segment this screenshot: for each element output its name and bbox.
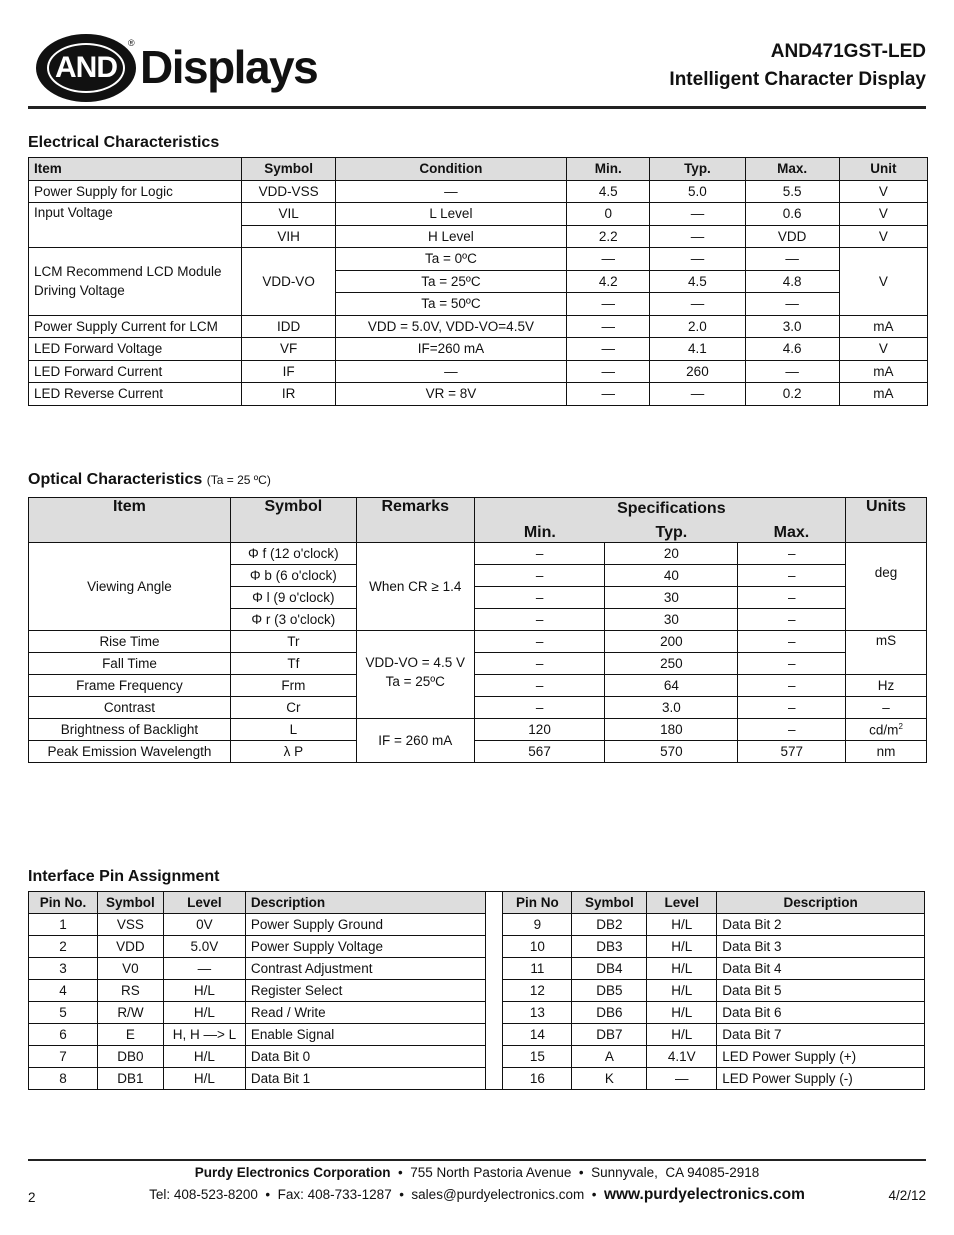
cell: 5.0V [163, 936, 245, 958]
cell: – [474, 565, 605, 587]
cell: V [839, 180, 927, 203]
cell: H/L [163, 980, 245, 1002]
cell: — [567, 293, 650, 316]
cell: – [738, 653, 846, 675]
product-name: Intelligent Character Display [669, 69, 926, 90]
col-header: Level [647, 892, 717, 914]
unit-text: cd/m [869, 722, 899, 738]
cell: 3.0 [605, 697, 738, 719]
cell: 10 [503, 936, 572, 958]
col-header: Specifications [605, 498, 738, 521]
cell: – [738, 719, 846, 741]
cell: DB5 [572, 980, 647, 1002]
cell: 0.2 [745, 383, 839, 406]
cell: Frame Frequency [29, 675, 231, 697]
page-number: 2 [28, 1190, 36, 1205]
cell: 13 [503, 1002, 572, 1024]
cell: — [567, 248, 650, 271]
col-header: Typ. [605, 520, 738, 543]
logo-mark-text: AND [47, 43, 125, 93]
cell: E [97, 1024, 163, 1046]
cell: LED Power Supply (+) [717, 1046, 925, 1068]
company-address: • 755 North Pastoria Avenue • Sunnyvale, CA 94085-2918 [390, 1165, 760, 1180]
logo-wordmark: Displays [140, 41, 318, 93]
cell: 180 [605, 719, 738, 741]
cell: Peak Emission Wavelength [29, 741, 231, 763]
table-header-row [29, 892, 925, 914]
cell: H/L [647, 936, 717, 958]
column-gap [486, 892, 503, 1090]
table-row [29, 914, 925, 936]
table-row [29, 383, 928, 406]
cell: – [738, 675, 846, 697]
cell: 2 [29, 936, 98, 958]
cell: LED Power Supply (-) [717, 1068, 925, 1090]
cell: – [738, 631, 846, 653]
cell: DB3 [572, 936, 647, 958]
cell: Power Supply for Logic [29, 180, 242, 203]
cell: Data Bit 0 [245, 1046, 486, 1068]
cell: 5 [29, 1002, 98, 1024]
cell: 260 [650, 360, 745, 383]
cell: VF [242, 338, 335, 361]
cell: H/L [647, 1024, 717, 1046]
cell: H/L [163, 1068, 245, 1090]
cell: Register Select [245, 980, 486, 1002]
cell: – [738, 565, 846, 587]
col-header: Typ. [650, 158, 745, 181]
header-divider [28, 106, 926, 109]
cell: Brightness of Backlight [29, 719, 231, 741]
electrical-title: Electrical Characteristics [28, 134, 220, 151]
cell: 570 [605, 741, 738, 763]
col-header: Symbol [97, 892, 163, 914]
footer-contact-line [0, 1186, 954, 1204]
cell: — [335, 180, 567, 203]
cell: Ta = 50ºC [335, 293, 567, 316]
cell: 250 [605, 653, 738, 675]
cell: V [839, 203, 927, 226]
cell: IF [242, 360, 335, 383]
cell: Power Supply Voltage [245, 936, 486, 958]
cell: LED Reverse Current [29, 383, 242, 406]
cell: V [839, 248, 927, 316]
cell: DB0 [97, 1046, 163, 1068]
cell: deg [846, 543, 927, 631]
col-header: Pin No [503, 892, 572, 914]
col-header: Min. [474, 520, 605, 543]
pin-assignment-table [28, 891, 925, 1090]
cell: Data Bit 5 [717, 980, 925, 1002]
cell: — [650, 383, 745, 406]
table-row [29, 719, 927, 741]
cell-line: VDD-VO = 4.5 V [365, 655, 465, 670]
cell-unit-cdm2 [846, 719, 927, 741]
table-row [29, 936, 925, 958]
table-row [29, 203, 928, 226]
table-row [29, 653, 927, 675]
cell: Rise Time [29, 631, 231, 653]
header-title-block [669, 38, 926, 94]
cell: — [745, 293, 839, 316]
cell: 2.0 [650, 315, 745, 338]
cell: — [650, 203, 745, 226]
cell: LED Forward Current [29, 360, 242, 383]
table-row [29, 1002, 925, 1024]
cell: Tf [230, 653, 356, 675]
cell: IF = 260 mA [356, 719, 474, 763]
cell: 0.6 [745, 203, 839, 226]
table-header-row [29, 158, 928, 181]
cell: 7 [29, 1046, 98, 1068]
website-link[interactable]: www.purdyelectronics.com [603, 1186, 805, 1203]
cell: VIL [242, 203, 335, 226]
cell: 3.0 [745, 315, 839, 338]
pins-title: Interface Pin Assignment [28, 868, 220, 885]
col-header: Unit [839, 158, 927, 181]
col-header: Min. [567, 158, 650, 181]
cell: Data Bit 4 [717, 958, 925, 980]
cell: Φ l (9 o'clock) [230, 587, 356, 609]
cell: 577 [738, 741, 846, 763]
table-row [29, 958, 925, 980]
cell: 12 [503, 980, 572, 1002]
col-header: Item [29, 498, 231, 543]
table-row [29, 697, 927, 719]
col-header: Pin No. [29, 892, 98, 914]
cell: – [738, 609, 846, 631]
table-row [29, 315, 928, 338]
cell: VIH [242, 225, 335, 248]
cell: Read / Write [245, 1002, 486, 1024]
cell: 0V [163, 914, 245, 936]
cell: – [474, 587, 605, 609]
cell: 4.1V [647, 1046, 717, 1068]
cell: Frm [230, 675, 356, 697]
cell: Ta = 25ºC [335, 270, 567, 293]
cell: DB4 [572, 958, 647, 980]
col-header: Condition [335, 158, 567, 181]
cell: mS [846, 631, 927, 675]
cell: Cr [230, 697, 356, 719]
cell: 11 [503, 958, 572, 980]
cell: — [745, 248, 839, 271]
cell: — [650, 248, 745, 271]
company-name: Purdy Electronics Corporation [194, 1165, 391, 1180]
col-header: Description [245, 892, 486, 914]
col-header: Symbol [230, 498, 356, 543]
cell: mA [839, 315, 927, 338]
unit-superscript: 2 [898, 721, 903, 731]
cell: — [567, 338, 650, 361]
contact-info: Tel: 408-523-8200 • Fax: 408-733-1287 • sales@purdyelectronics.com • [149, 1187, 604, 1202]
col-header: Max. [738, 520, 846, 543]
cell: — [650, 293, 745, 316]
cell: 16 [503, 1068, 572, 1090]
cell-timing-remark [356, 631, 474, 719]
cell: Φ b (6 o'clock) [230, 565, 356, 587]
cell: – [474, 631, 605, 653]
cell: Φ f (12 o'clock) [230, 543, 356, 565]
table-row [29, 543, 927, 565]
col-header: Description [717, 892, 925, 914]
table-row [29, 1068, 925, 1090]
cell: Fall Time [29, 653, 231, 675]
cell: 4.1 [650, 338, 745, 361]
revision-date: 4/2/12 [888, 1188, 926, 1203]
cell: 5.0 [650, 180, 745, 203]
cell: A [572, 1046, 647, 1068]
table-row [29, 1046, 925, 1068]
cell: DB1 [97, 1068, 163, 1090]
cell: — [647, 1068, 717, 1090]
model-number: AND471GST-LED [770, 41, 926, 62]
table-row [29, 360, 928, 383]
cell: VR = 8V [335, 383, 567, 406]
cell: – [738, 587, 846, 609]
cell: RS [97, 980, 163, 1002]
cell: L [230, 719, 356, 741]
cell-line: LCM Recommend LCD Module [34, 264, 222, 280]
cell: 30 [605, 609, 738, 631]
table-row [29, 180, 928, 203]
cell: 3 [29, 958, 98, 980]
cell: Data Bit 2 [717, 914, 925, 936]
cell: λ P [230, 741, 356, 763]
cell: – [738, 543, 846, 565]
cell: VDD-VSS [242, 180, 335, 203]
cell: V [839, 225, 927, 248]
table-row [29, 338, 928, 361]
cell: 15 [503, 1046, 572, 1068]
cell: nm [846, 741, 927, 763]
table-row [29, 980, 925, 1002]
cell: Tr [230, 631, 356, 653]
cell: 4.6 [745, 338, 839, 361]
cell: – [738, 697, 846, 719]
cell: When CR ≥ 1.4 [356, 543, 474, 631]
cell: 5.5 [745, 180, 839, 203]
cell: 4.8 [745, 270, 839, 293]
cell: 4.5 [650, 270, 745, 293]
cell: DB6 [572, 1002, 647, 1024]
cell: 0 [567, 203, 650, 226]
cell: – [474, 609, 605, 631]
cell: V [839, 338, 927, 361]
cell: — [567, 360, 650, 383]
cell: — [163, 958, 245, 980]
cell: Φ r (3 o'clock) [230, 609, 356, 631]
footer-address-line [0, 1165, 954, 1180]
cell: — [745, 360, 839, 383]
table-header-row [29, 498, 927, 521]
logo-registered-mark: ® [128, 38, 135, 48]
col-header: Level [163, 892, 245, 914]
cell: 14 [503, 1024, 572, 1046]
cell: 1 [29, 914, 98, 936]
cell: H/L [647, 1002, 717, 1024]
cell: LED Forward Voltage [29, 338, 242, 361]
cell: V0 [97, 958, 163, 980]
cell: Viewing Angle [29, 543, 231, 631]
cell: H/L [647, 980, 717, 1002]
cell: Power Supply Ground [245, 914, 486, 936]
col-header: Symbol [242, 158, 335, 181]
cell: 567 [474, 741, 605, 763]
table-row [29, 248, 928, 271]
optical-title [28, 471, 271, 489]
cell: Input Voltage [29, 203, 242, 248]
col-header: Symbol [572, 892, 647, 914]
cell: 4.2 [567, 270, 650, 293]
cell: 20 [605, 543, 738, 565]
cell: H/L [647, 914, 717, 936]
cell: — [567, 383, 650, 406]
cell: Data Bit 3 [717, 936, 925, 958]
cell: VSS [97, 914, 163, 936]
cell: mA [839, 360, 927, 383]
table-row [29, 631, 927, 653]
col-header-blank [474, 498, 605, 521]
cell-lcm-item [29, 248, 242, 316]
cell: – [474, 543, 605, 565]
cell: 64 [605, 675, 738, 697]
cell: K [572, 1068, 647, 1090]
optical-title-note: (Ta = 25 ºC) [206, 473, 271, 487]
table-row [29, 1024, 925, 1046]
cell-line: Ta = 25ºC [385, 674, 445, 689]
cell: – [474, 697, 605, 719]
cell: 200 [605, 631, 738, 653]
cell: 4 [29, 980, 98, 1002]
col-header: Remarks [356, 498, 474, 543]
electrical-table [28, 157, 928, 406]
cell: 40 [605, 565, 738, 587]
cell: VDD-VO [242, 248, 335, 316]
cell: mA [839, 383, 927, 406]
cell: Ta = 0ºC [335, 248, 567, 271]
cell: 6 [29, 1024, 98, 1046]
cell: VDD = 5.0V, VDD-VO=4.5V [335, 315, 567, 338]
cell: Data Bit 1 [245, 1068, 486, 1090]
cell: – [474, 653, 605, 675]
cell: – [846, 697, 927, 719]
optical-title-text: Optical Characteristics [28, 471, 203, 488]
cell: VDD [745, 225, 839, 248]
col-header: Units [846, 498, 927, 543]
optical-table [28, 497, 927, 763]
table-row [29, 741, 927, 763]
cell: H Level [335, 225, 567, 248]
cell: Hz [846, 675, 927, 697]
cell: 8 [29, 1068, 98, 1090]
cell: VDD [97, 936, 163, 958]
footer-divider [28, 1159, 926, 1161]
cell: H/L [647, 958, 717, 980]
cell: IDD [242, 315, 335, 338]
cell: 4.5 [567, 180, 650, 203]
col-header: Item [29, 158, 242, 181]
cell: — [650, 225, 745, 248]
cell: 30 [605, 587, 738, 609]
cell: IR [242, 383, 335, 406]
logo-mark [36, 34, 136, 102]
cell: H/L [163, 1002, 245, 1024]
cell: 9 [503, 914, 572, 936]
cell: L Level [335, 203, 567, 226]
cell: Enable Signal [245, 1024, 486, 1046]
cell: Contrast [29, 697, 231, 719]
cell: Data Bit 7 [717, 1024, 925, 1046]
cell: 120 [474, 719, 605, 741]
cell: DB7 [572, 1024, 647, 1046]
cell: – [474, 675, 605, 697]
col-header-blank [738, 498, 846, 521]
cell: DB2 [572, 914, 647, 936]
cell: H, H —> L [163, 1024, 245, 1046]
cell: Data Bit 6 [717, 1002, 925, 1024]
cell: R/W [97, 1002, 163, 1024]
cell: — [335, 360, 567, 383]
cell: Contrast Adjustment [245, 958, 486, 980]
table-row [29, 675, 927, 697]
cell: IF=260 mA [335, 338, 567, 361]
cell: Power Supply Current for LCM [29, 315, 242, 338]
col-header: Max. [745, 158, 839, 181]
cell: — [567, 315, 650, 338]
cell-line: Driving Voltage [34, 283, 125, 299]
cell: H/L [163, 1046, 245, 1068]
cell: 2.2 [567, 225, 650, 248]
